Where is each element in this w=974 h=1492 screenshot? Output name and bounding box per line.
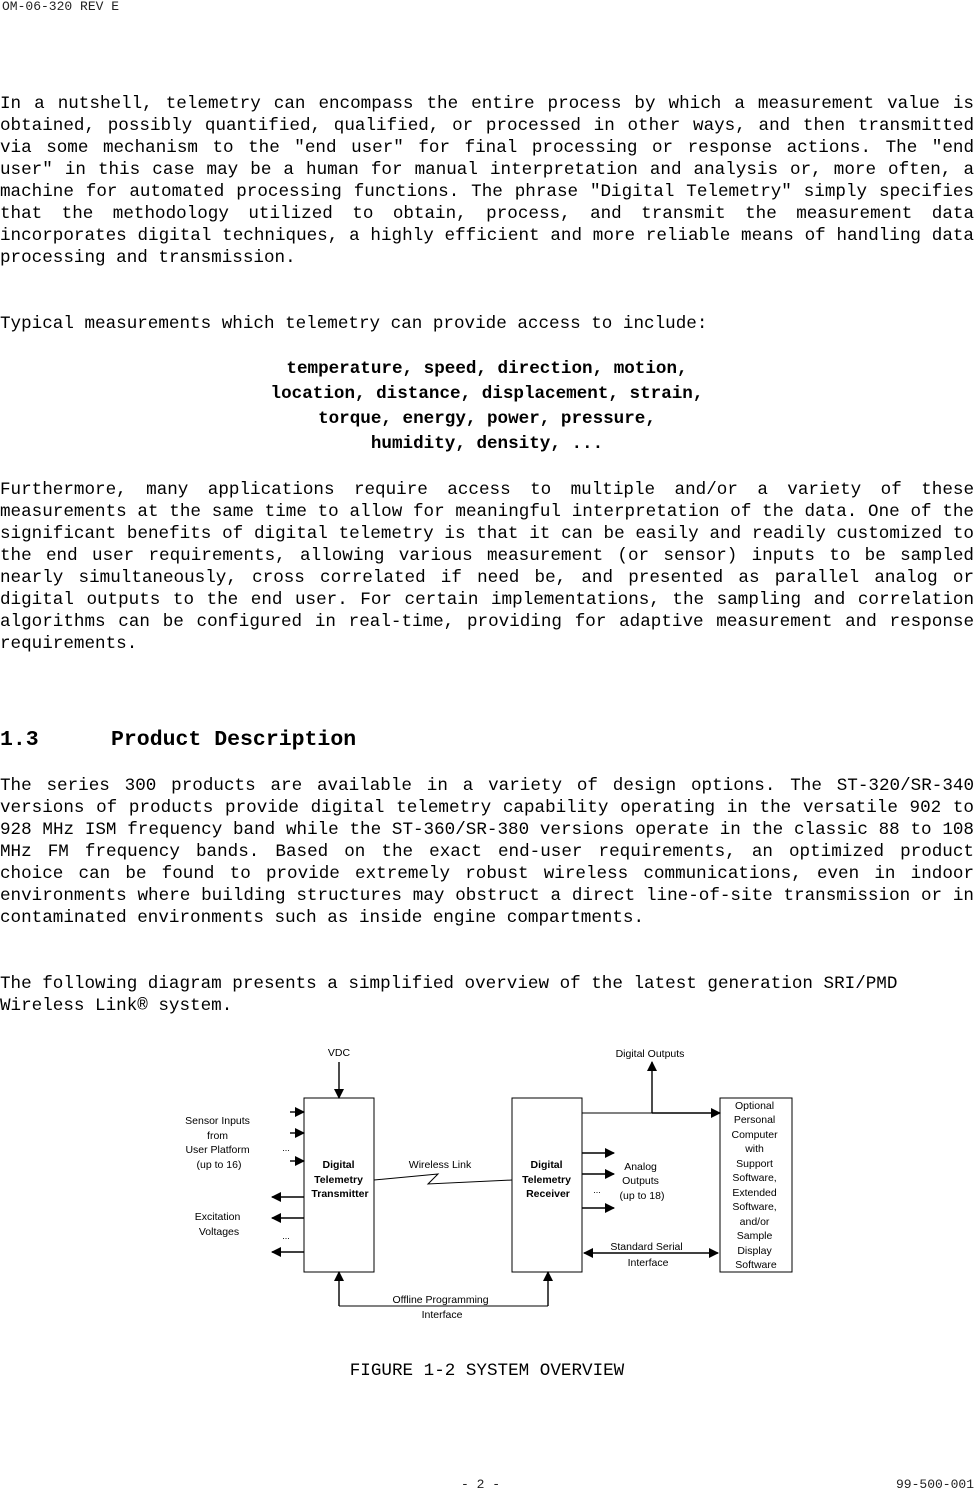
optional-pc-line: Computer bbox=[731, 1129, 778, 1141]
paragraph-product-description: The series 300 products are available in a variety of design options. The ST-320/SR-340 versions of products provide digital telemetry capability operating in the versatile 902 to 928 MHz ISM frequency band while the ST-360/SR-380 versions operate in the classic 88 to 108 MHz FM frequency bands. Based on the exact end-user requirements, an optimized product choice can be found to provide extremely robust wireless communications, even in indoor environments where building structures may obstruct a direct line-of-site transmission or in contaminated environments such as inside engine compartments. bbox=[0, 776, 974, 928]
analog-outputs-label bbox=[620, 1161, 665, 1202]
serial-interface-label bbox=[610, 1241, 685, 1269]
serial-interface-line: Standard Serial bbox=[610, 1241, 683, 1253]
optional-pc-line: with bbox=[745, 1143, 764, 1155]
offline-programming-label bbox=[392, 1294, 491, 1321]
optional-pc-line: Software, bbox=[732, 1201, 777, 1213]
wireless-link-line bbox=[374, 1174, 512, 1184]
section-title: Product Description bbox=[111, 728, 357, 752]
optional-pc-line: and/or bbox=[739, 1216, 770, 1228]
optional-pc-line: Software, bbox=[732, 1172, 777, 1184]
system-overview-diagram bbox=[0, 1030, 974, 1330]
paragraph-diagram-intro: The following diagram presents a simplified overview of the latest generation SRI/PMD Wireless Link® system. bbox=[0, 974, 898, 1016]
section-number: 1.3 bbox=[0, 728, 39, 752]
wireless-link-label: Wireless Link bbox=[408, 1159, 472, 1171]
document-code: OM-06-320 REV E bbox=[2, 0, 120, 14]
measurement-line: humidity, density, ... bbox=[370, 434, 604, 454]
transmitter-line: Transmitter bbox=[311, 1188, 369, 1200]
serial-interface-line: Interface bbox=[627, 1257, 669, 1269]
optional-pc-line: Optional bbox=[734, 1100, 775, 1112]
analog-outputs-line: (up to 18) bbox=[619, 1190, 665, 1202]
offline-programming-line: Offline Programming bbox=[392, 1294, 489, 1306]
analog-outputs-line: Analog bbox=[624, 1161, 657, 1173]
sensor-inputs-line: from bbox=[207, 1130, 229, 1142]
digital-outputs-label: Digital Outputs bbox=[615, 1048, 685, 1060]
optional-pc-line: Personal bbox=[733, 1114, 776, 1126]
excitation-line: Voltages bbox=[198, 1226, 240, 1238]
sensor-inputs-line: (up to 16) bbox=[196, 1159, 242, 1171]
paragraph-telemetry-intro: In a nutshell, telemetry can encompass the entire process by which a measurement value is obtained, possibly quantified, qualified, or processed in other ways, and then transmitted via some mechanism to the "end user" for final processing or response actions. The "end user" in this case may be a human for manual interpretation and analysis or, more often, a machine for automated processing functions. The phrase "Digital Telemetry" simply specifies that the methodology utilized to obtain, process, and transmit the measurement data incorporates digital techniques, a highly efficient and more reliable means of handling data processing and transmission. bbox=[0, 94, 974, 268]
footer-doc-number: 99-500-001 bbox=[895, 1477, 974, 1492]
optional-pc-line: Sample bbox=[736, 1230, 773, 1242]
sensor-inputs-line: Sensor Inputs bbox=[185, 1115, 250, 1127]
analog-outputs-line: Outputs bbox=[622, 1175, 659, 1187]
optional-pc-line: Software bbox=[735, 1259, 777, 1271]
optional-pc-line: Support bbox=[736, 1158, 773, 1170]
optional-pc-line: Extended bbox=[732, 1187, 777, 1199]
sensor-inputs-label bbox=[185, 1115, 253, 1171]
sensor-ellipsis: ... bbox=[282, 1143, 290, 1153]
analog-ellipsis: ... bbox=[593, 1185, 601, 1195]
receiver-line: Telemetry bbox=[522, 1174, 571, 1186]
offline-programming-line: Interface bbox=[421, 1309, 463, 1321]
excitation-line: Excitation bbox=[194, 1211, 241, 1223]
receiver-line: Digital bbox=[530, 1159, 563, 1171]
measurement-line: temperature, speed, direction, motion, bbox=[286, 359, 688, 379]
figure-caption: FIGURE 1-2 SYSTEM OVERVIEW bbox=[349, 1361, 625, 1381]
receiver-line: Receiver bbox=[526, 1188, 570, 1200]
paragraph-benefits: Furthermore, many applications require access to multiple and/or a variety of these measurements at the same time to allow for meaningful interpretation of the data. One of the significant benefits of digital telemetry is that it can be easily and readily customized to the end user requirements, allowing various measurement (or sensor) inputs to be sampled nearly simultaneously, cross correlated if need be, and presented as parallel analog or digital outputs to the end user. For certain implementations, the sampling and correlation algorithms can be configured in real-time, providing for adaptive measurement and response requirements. bbox=[0, 480, 974, 654]
excitation-ellipsis: ... bbox=[282, 1231, 290, 1241]
transmitter-line: Telemetry bbox=[314, 1174, 363, 1186]
excitation-label bbox=[195, 1211, 243, 1238]
vdc-label: VDC bbox=[327, 1047, 351, 1059]
paragraph-typical-measurements: Typical measurements which telemetry can provide access to include: bbox=[0, 314, 708, 334]
measurement-line: torque, energy, power, pressure, bbox=[318, 409, 656, 429]
optional-pc-line: Display bbox=[737, 1245, 772, 1257]
sensor-inputs-line: User Platform bbox=[185, 1144, 250, 1156]
measurement-list bbox=[0, 357, 974, 457]
section-heading bbox=[0, 727, 356, 753]
transmitter-line: Digital bbox=[322, 1159, 355, 1171]
measurement-line: location, distance, displacement, strain, bbox=[270, 384, 704, 404]
page-number: - 2 - bbox=[461, 1477, 501, 1492]
